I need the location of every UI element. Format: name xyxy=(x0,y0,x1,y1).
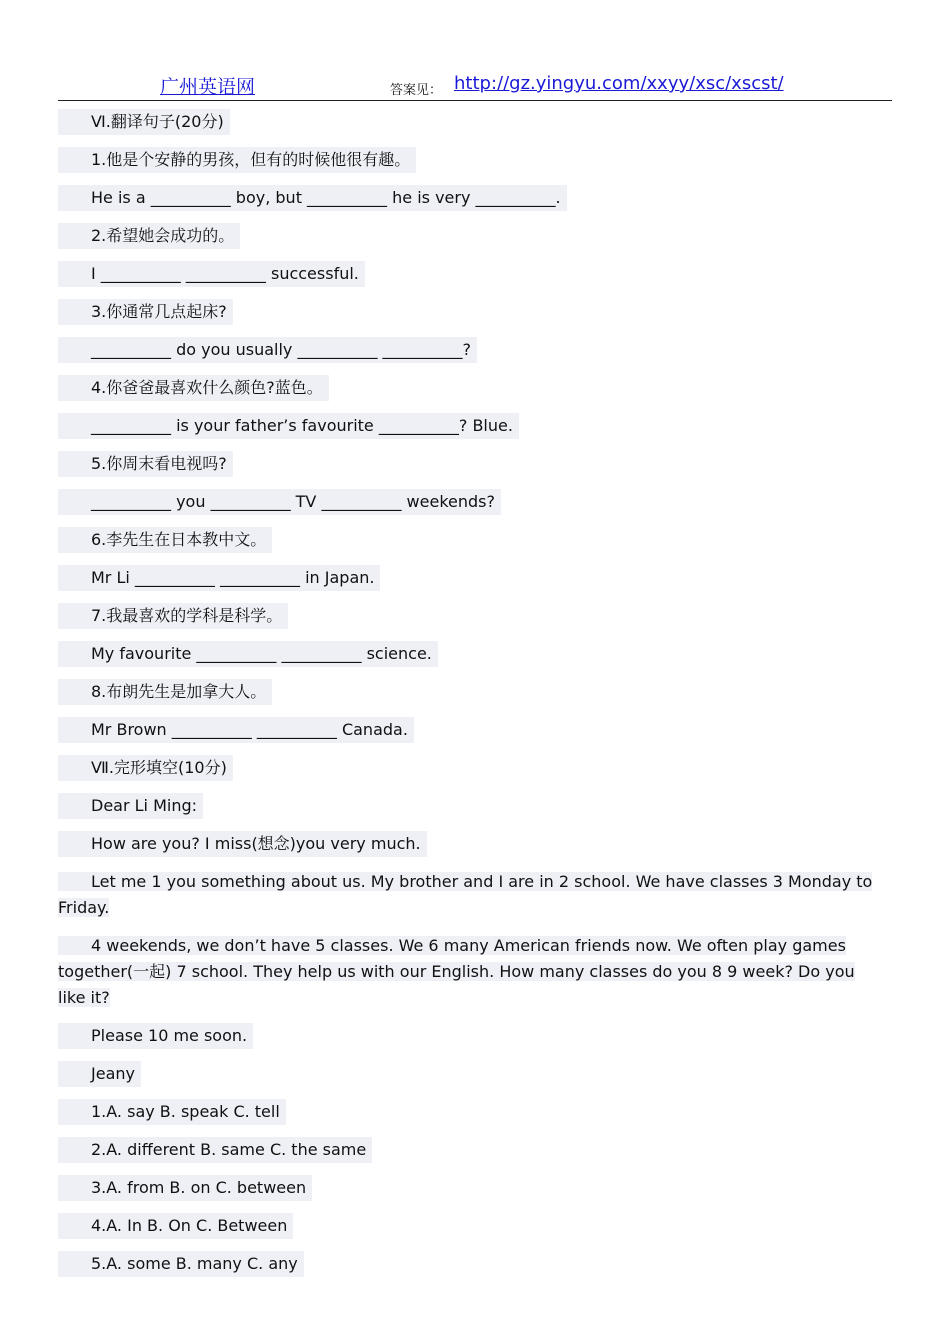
site-name-link[interactable]: 广州英语网 xyxy=(160,76,256,98)
question-7-chinese: 7.我最喜欢的学科是科学。 xyxy=(58,603,288,629)
option-4: 4.A. In B. On C. Between xyxy=(58,1213,293,1239)
question-6-english: Mr Li __________ __________ in Japan. xyxy=(58,565,380,591)
section-heading-translation: Ⅵ.翻译句子(20分) xyxy=(58,109,230,135)
question-2-chinese: 2.希望她会成功的。 xyxy=(58,223,240,249)
option-2: 2.A. different B. same C. the same xyxy=(58,1137,372,1163)
letter-greeting: Dear Li Ming: xyxy=(58,793,203,819)
question-3-chinese: 3.你通常几点起床? xyxy=(58,299,233,325)
question-1-chinese: 1.他是个安静的男孩，但有的时候他很有趣。 xyxy=(58,147,416,173)
question-5-chinese: 5.你周末看电视吗? xyxy=(58,451,233,477)
option-3: 3.A. from B. on C. between xyxy=(58,1175,312,1201)
answer-url-link[interactable]: http://gz.yingyu.com/xxyy/xsc/xscst/ xyxy=(454,73,784,94)
answer-label: 答案见： xyxy=(390,83,443,98)
section-heading-cloze: Ⅶ.完形填空(10分) xyxy=(58,755,233,781)
question-8-chinese: 8.布朗先生是加拿大人。 xyxy=(58,679,272,705)
letter-paragraph-1: Let me 1 you something about us. My brother and I are in 2 school. We have classes 3 Monday to Friday. xyxy=(58,872,873,917)
question-4-chinese: 4.你爸爸最喜欢什么颜色?蓝色。 xyxy=(58,375,329,401)
option-5: 5.A. some B. many C. any xyxy=(58,1251,304,1277)
question-1-english: He is a __________ boy, but __________ he is very __________. xyxy=(58,185,567,211)
letter-paragraph-2: 4 weekends, we don’t have 5 classes. We 6 many American friends now. We often play games together(一起) 7 school. They help us with our English. How many classes do you 8 9 week? Do you like it? xyxy=(58,936,855,1007)
question-5-english: __________ you __________ TV __________ weekends? xyxy=(58,489,501,515)
question-7-english: My favourite __________ __________ science. xyxy=(58,641,438,667)
page-header xyxy=(58,70,892,101)
question-6-chinese: 6.李先生在日本教中文。 xyxy=(58,527,272,553)
question-2-english: I __________ __________ successful. xyxy=(58,261,365,287)
option-1: 1.A. say B. speak C. tell xyxy=(58,1099,286,1125)
question-4-english: __________ is your father’s favourite __________? Blue. xyxy=(58,413,519,439)
letter-opening: How are you? I miss(想念)you very much. xyxy=(58,831,427,857)
letter-closing: Please 10 me soon. xyxy=(58,1023,253,1049)
letter-signature: Jeany xyxy=(58,1061,141,1087)
question-3-english: __________ do you usually __________ __________? xyxy=(58,337,477,363)
question-8-english: Mr Brown __________ __________ Canada. xyxy=(58,717,414,743)
